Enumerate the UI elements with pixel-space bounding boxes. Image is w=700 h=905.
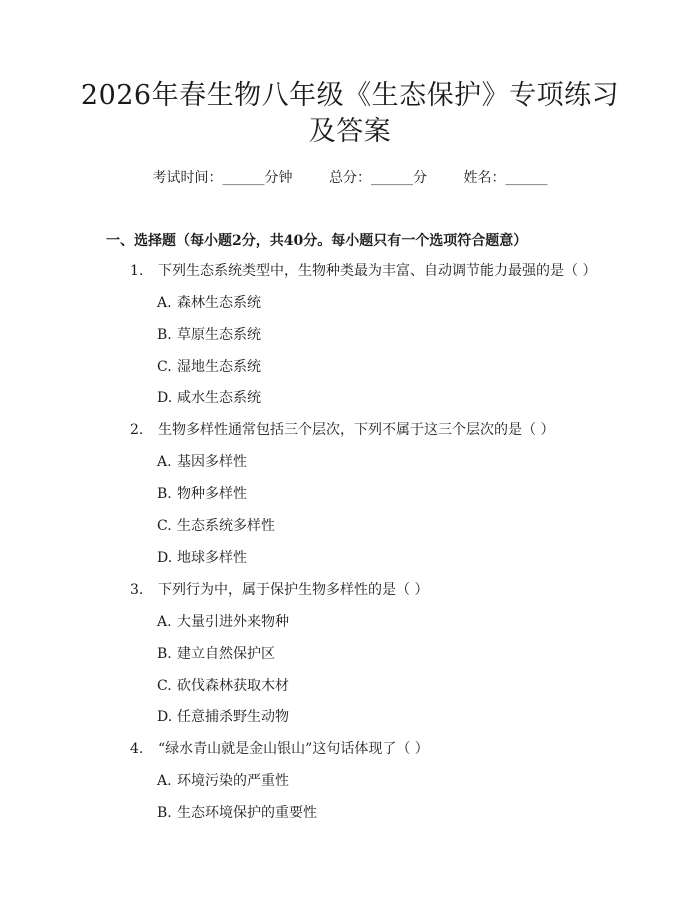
option-text: 草原生态系统 (177, 327, 261, 343)
option-text: 湿地生态系统 (177, 359, 261, 375)
option-letter: B. (157, 646, 172, 662)
option (157, 388, 261, 408)
question-text: 生物多样性通常包括三个层次，下列不属于这三个层次的是（ ） (158, 422, 555, 438)
option-letter: D. (157, 390, 173, 406)
option-text: 任意捕杀野生动物 (177, 709, 289, 725)
option-text: 地球多样性 (177, 550, 247, 566)
question-text: 下列生态系统类型中，生物种类最为丰富、自动调节能力最强的是（ ） (158, 263, 597, 279)
option-letter: C. (157, 518, 172, 534)
document-title (60, 78, 640, 150)
question-number: 1. (130, 263, 144, 279)
option-text: 生态环境保护的重要性 (177, 805, 317, 821)
option-letter: B. (157, 486, 172, 502)
option-letter: A. (157, 773, 172, 789)
option-letter: A. (157, 454, 172, 470)
exam-time: 考试时间：______分钟 (152, 170, 293, 186)
question-number: 2. (130, 422, 144, 438)
question (130, 580, 428, 600)
option-text: 生态系统多样性 (177, 518, 275, 534)
option-letter: B. (157, 327, 172, 343)
option (157, 707, 289, 727)
option (157, 803, 317, 823)
option-letter: C. (157, 359, 172, 375)
exam-name: 姓名：______ (463, 170, 548, 186)
question (130, 420, 554, 440)
question-text: “绿水青山就是金山银山”这句话体现了（ ） (158, 741, 429, 757)
question-number: 3. (130, 582, 144, 598)
option-text: 大量引进外来物种 (177, 614, 289, 630)
option (157, 548, 247, 568)
question (130, 739, 429, 759)
option-text: 基因多样性 (177, 454, 247, 470)
option (157, 452, 247, 472)
option (157, 644, 275, 664)
title-line-2: 及答案 (308, 116, 392, 147)
option (157, 676, 289, 696)
question-text: 下列行为中，属于保护生物多样性的是（ ） (158, 582, 429, 598)
option-letter: B. (157, 805, 172, 821)
option (157, 293, 261, 313)
title-line-1: 2026年春生物八年级《生态保护》专项练习 (80, 80, 620, 111)
option (157, 357, 261, 377)
exam-score: 总分：______分 (329, 170, 427, 186)
option-text: 环境污染的严重性 (177, 773, 289, 789)
option-letter: D. (157, 709, 173, 725)
option-text: 物种多样性 (177, 486, 247, 502)
option-letter: A. (157, 614, 172, 630)
option (157, 771, 289, 791)
option (157, 516, 275, 536)
option (157, 484, 247, 504)
option-text: 咸水生态系统 (177, 390, 261, 406)
option-text: 砍伐森林获取木材 (177, 678, 289, 694)
exam-info (0, 168, 700, 188)
question (130, 261, 596, 281)
option-letter: D. (157, 550, 173, 566)
option-text: 森林生态系统 (177, 295, 261, 311)
option (157, 612, 289, 632)
section-heading: 一、选择题（每小题2分，共40分。每小题只有一个选项符合题意） (106, 233, 528, 249)
option-text: 建立自然保护区 (177, 646, 275, 662)
option-letter: A. (157, 295, 172, 311)
question-number: 4. (130, 741, 144, 757)
option-letter: C. (157, 678, 172, 694)
option (157, 325, 261, 345)
